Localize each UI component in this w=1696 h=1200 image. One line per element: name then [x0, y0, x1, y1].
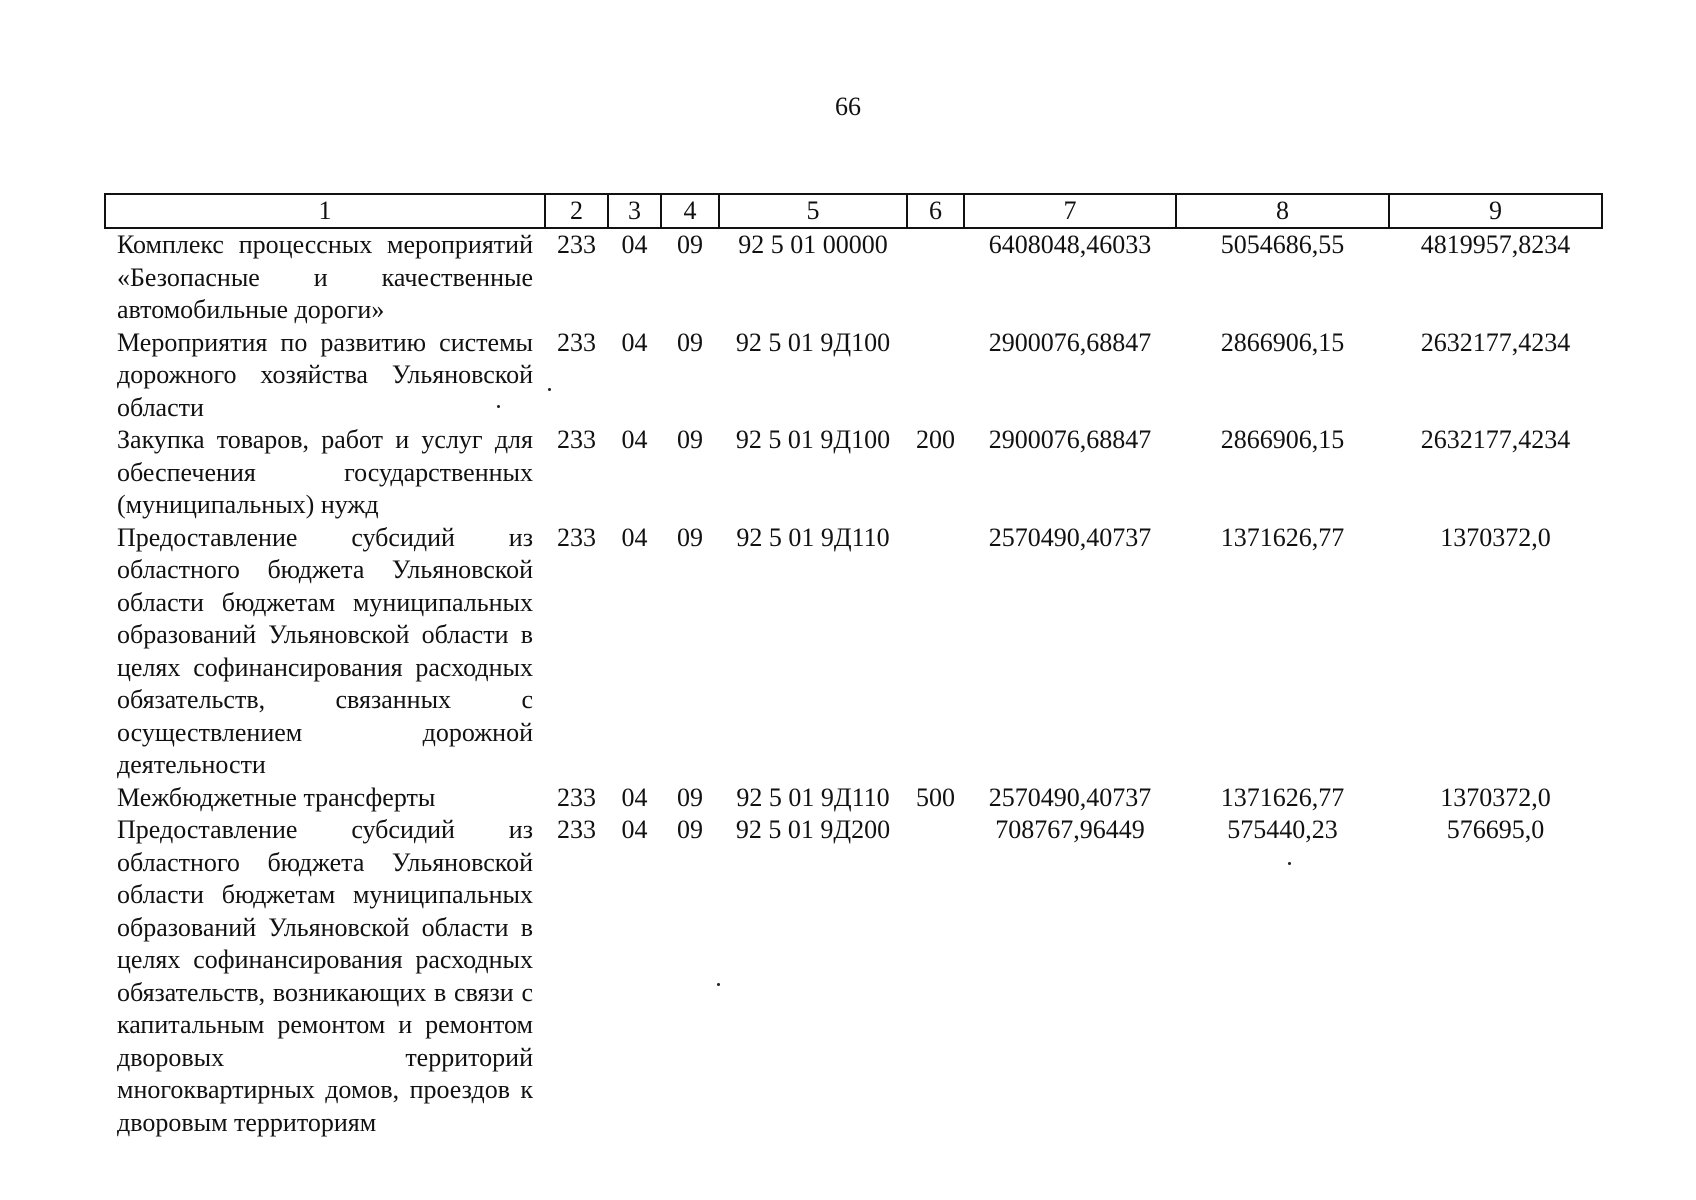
scan-speck [717, 983, 720, 986]
row-col9: 576695,0 [1446, 815, 1545, 844]
scan-speck [1288, 862, 1291, 865]
budget-table [104, 193, 1603, 1139]
scan-speck [497, 405, 500, 408]
table-row [105, 782, 1602, 815]
row-col2: 233 [557, 782, 596, 812]
table-row [105, 814, 1602, 1139]
row-col9: 2632177,4234 [1420, 425, 1571, 454]
table-row [105, 522, 1602, 782]
row-col8: 5054686,55 [1220, 230, 1345, 259]
row-col6 [907, 228, 964, 327]
page-number: 66 [835, 92, 861, 121]
header-cell-8: 8 [1176, 194, 1389, 228]
header-cell-2: 2 [545, 194, 608, 228]
row-col7: 2900076,68847 [988, 425, 1152, 454]
row-col3: 04 [621, 327, 648, 357]
row-name: Комплекс процессных мероприятий «Безопасные и качественные автомобильные дороги» [117, 230, 533, 324]
row-name: Мероприятия по развитию системы дорожного хозяйства Ульяновской области [117, 327, 533, 422]
row-col3: 04 [621, 522, 648, 552]
row-col4: 09 [677, 425, 703, 454]
row-col8: 1371626,77 [1220, 522, 1345, 552]
row-col7: 708767,96449 [995, 815, 1145, 844]
table-row [105, 327, 1602, 425]
row-col5: 92 5 01 00000 [738, 230, 888, 259]
row-name: Закупка товаров, работ и услуг для обеспечения государственных (муниципальных) нужд [117, 425, 533, 519]
row-col9: 1370372,0 [1440, 522, 1551, 552]
row-col2: 233 [557, 425, 596, 454]
row-col5: 92 5 01 9Д110 [736, 782, 890, 812]
row-col9: 4819957,8234 [1420, 230, 1571, 259]
row-name: Предоставление субсидий из областного бюджета Ульяновской области бюджетам муниципальных образований Ульяновской области в целях софинансирования расходных обязательств, возникающих в связи с капитальным ремонтом и ремонтом дворовых территорий многоквартирных домов, проездов к дворовым территориям [117, 815, 533, 1137]
row-col3: 04 [621, 782, 648, 812]
header-cell-1: 1 [105, 194, 545, 228]
row-col8: 1371626,77 [1220, 782, 1345, 812]
row-col7: 6408048,46033 [988, 230, 1152, 259]
row-col8: 2866906,15 [1220, 327, 1345, 357]
row-name: Предоставление субсидий из областного бюджета Ульяновской области бюджетам муниципальных образований Ульяновской области в целях софинансирования расходных обязательств, связанных с осуществлением дорожной деятельности [117, 522, 533, 779]
header-row [105, 194, 1602, 228]
row-col4: 09 [677, 782, 703, 812]
row-col4: 09 [677, 327, 703, 357]
row-col6 [907, 327, 964, 425]
row-col7: 2900076,68847 [988, 327, 1152, 357]
row-col3: 04 [621, 230, 648, 259]
row-col3: 04 [621, 425, 648, 454]
row-col7: 2570490,40737 [988, 522, 1152, 552]
row-col6: 500 [916, 782, 955, 812]
row-col7: 2570490,40737 [988, 782, 1152, 812]
row-col2: 233 [557, 230, 596, 259]
header-cell-7: 7 [964, 194, 1176, 228]
row-col3: 04 [621, 815, 648, 844]
header-cell-9: 9 [1389, 194, 1602, 228]
scan-speck [548, 388, 551, 391]
table-row [105, 228, 1602, 327]
header-cell-4: 4 [661, 194, 719, 228]
row-col5: 92 5 01 9Д110 [736, 522, 890, 552]
row-name: Межбюджетные трансферты [117, 782, 436, 812]
row-col4: 09 [677, 230, 703, 259]
header-cell-5: 5 [719, 194, 907, 228]
row-col8: 2866906,15 [1220, 425, 1345, 454]
row-col6: 200 [916, 425, 955, 454]
row-col4: 09 [677, 522, 703, 552]
row-col6 [907, 814, 964, 1139]
table-row [105, 424, 1602, 522]
row-col8: 575440,23 [1227, 815, 1338, 844]
row-col9: 2632177,4234 [1420, 327, 1571, 357]
row-col2: 233 [557, 815, 596, 844]
row-col5: 92 5 01 9Д100 [735, 425, 891, 454]
row-col5: 92 5 01 9Д100 [735, 327, 891, 357]
row-col5: 92 5 01 9Д200 [735, 815, 891, 844]
row-col6 [907, 522, 964, 782]
row-col4: 09 [677, 815, 703, 844]
row-col2: 233 [557, 327, 596, 357]
row-col2: 233 [557, 522, 596, 552]
header-cell-6: 6 [907, 194, 964, 228]
header-cell-3: 3 [608, 194, 661, 228]
row-col9: 1370372,0 [1440, 782, 1551, 812]
